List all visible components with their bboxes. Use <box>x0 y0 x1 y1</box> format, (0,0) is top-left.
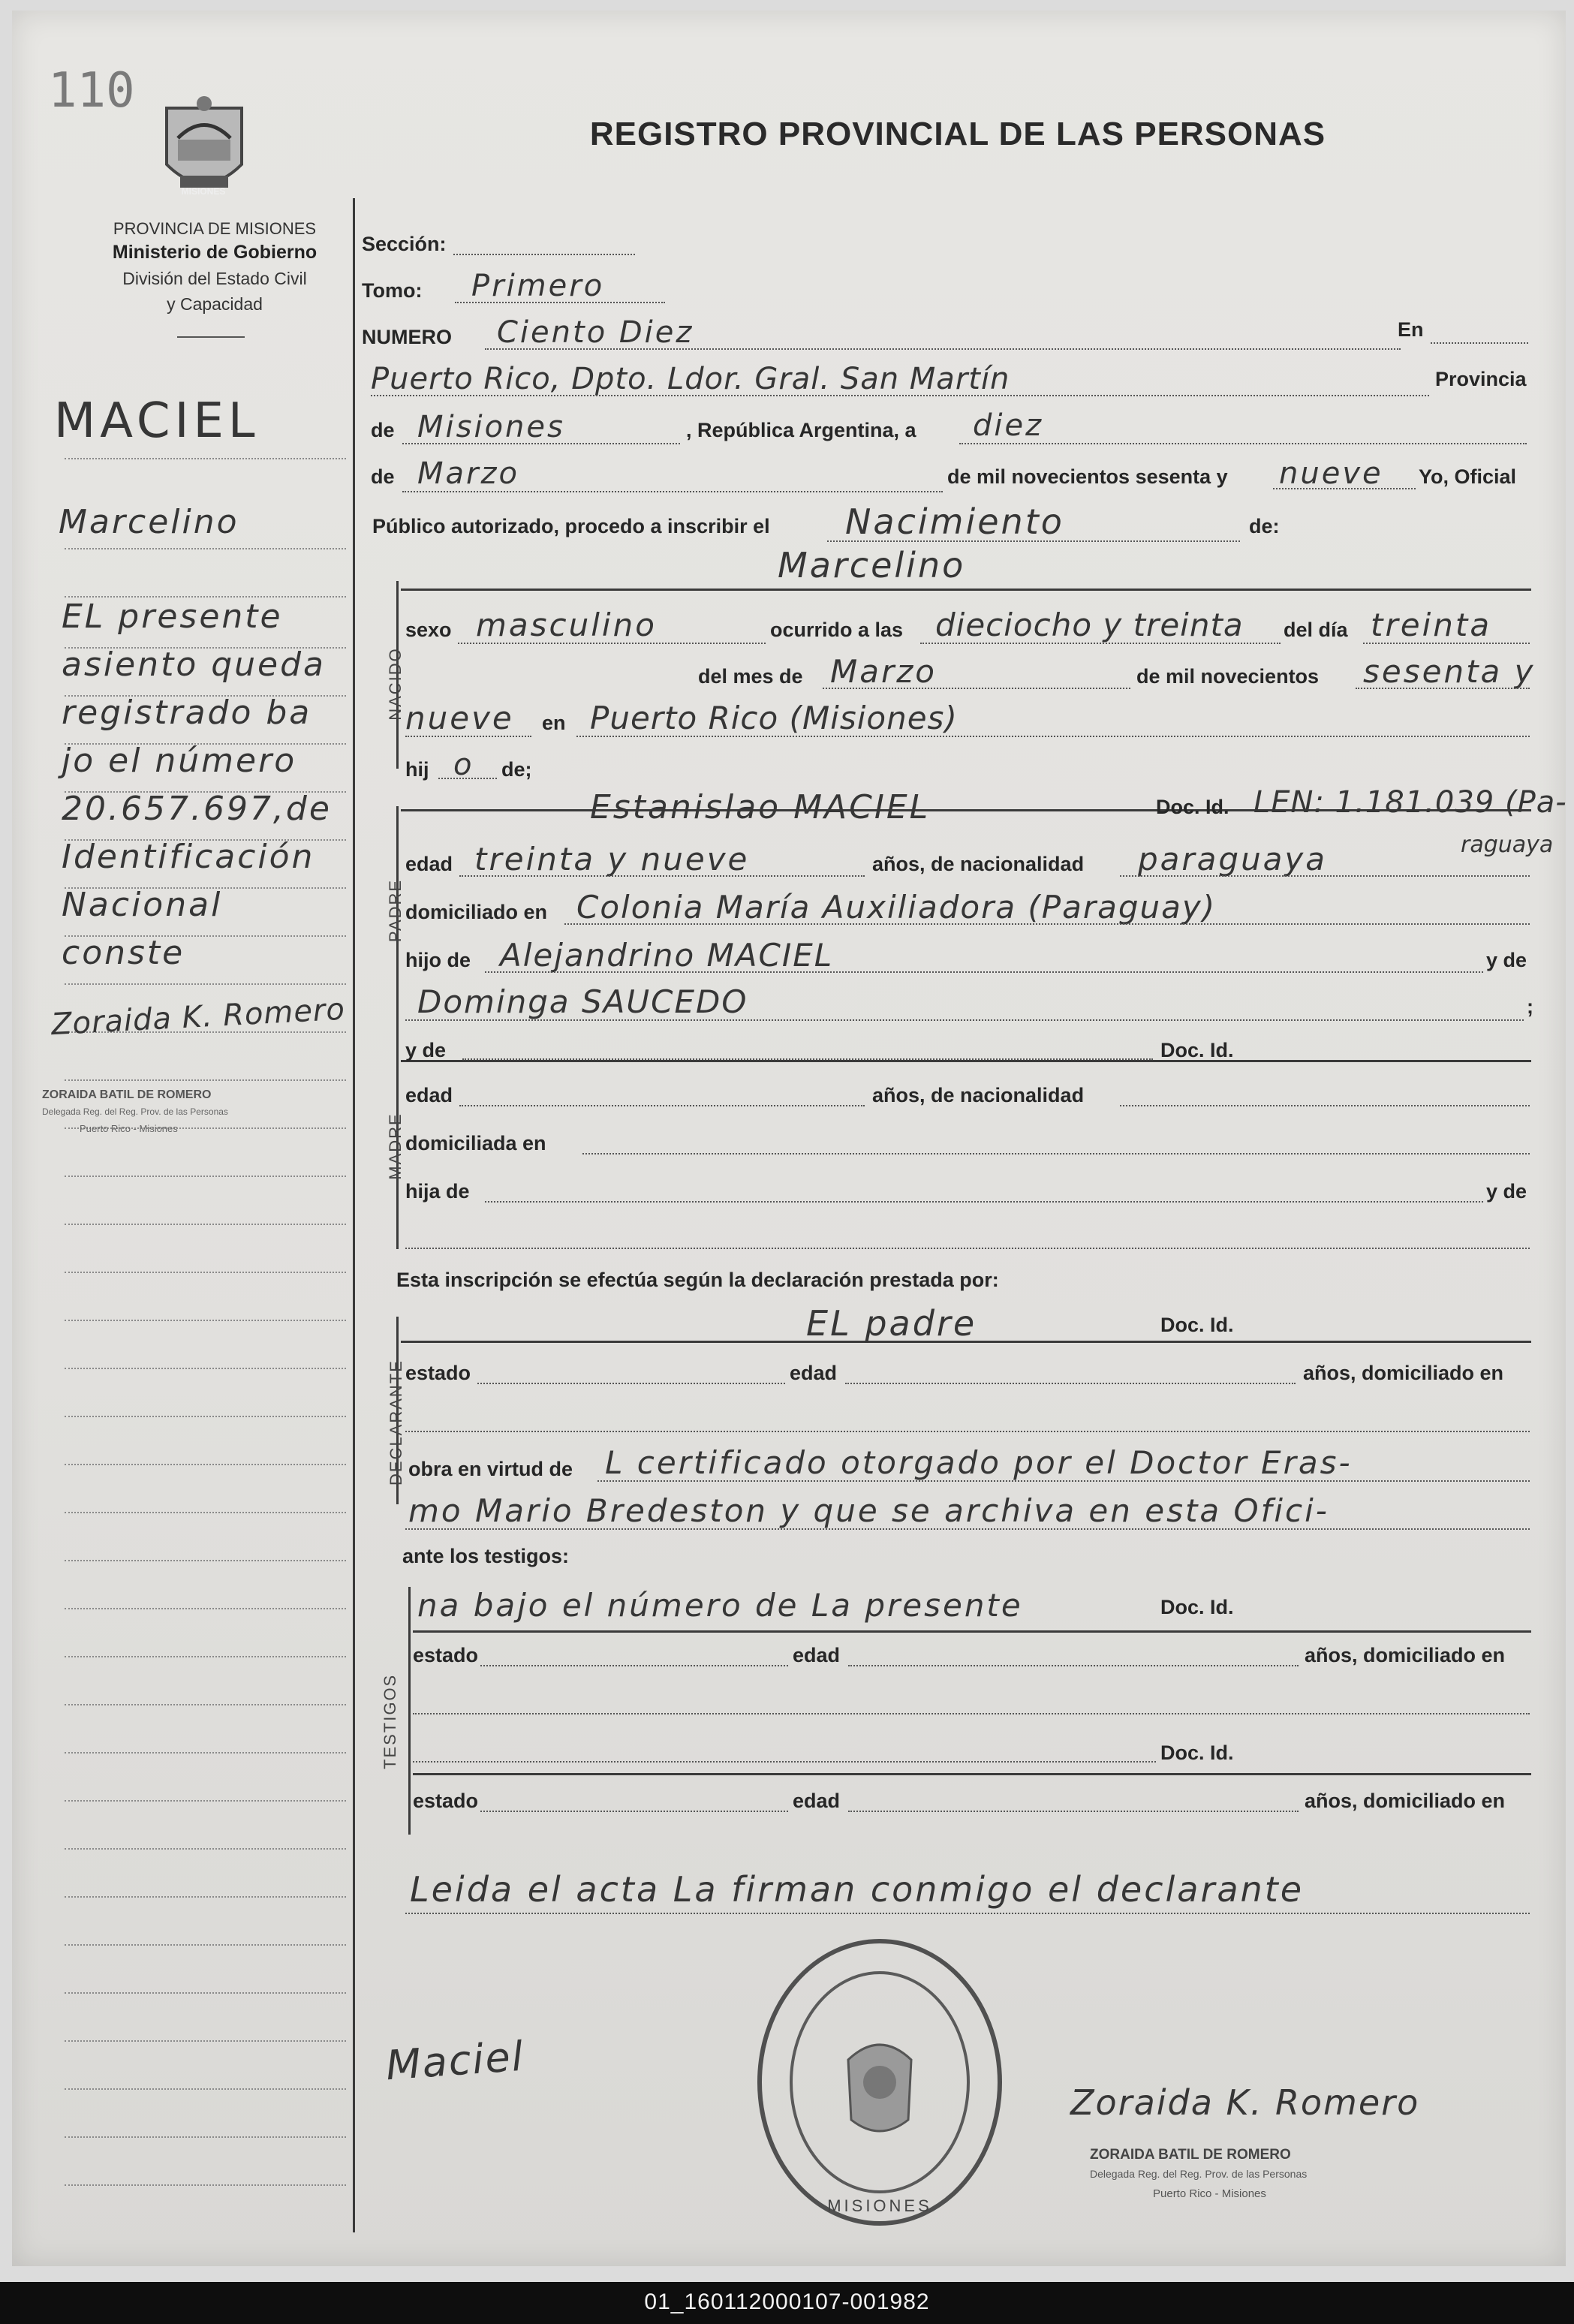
margin-surname: MACIEL <box>54 393 260 449</box>
father-address-value: Colonia María Auxiliadora (Paraguay) <box>576 889 1217 926</box>
t2-estado-label: estado <box>413 1790 479 1812</box>
father-nationality-value: paraguaya <box>1138 841 1328 878</box>
emblem-text: MISIONES <box>181 186 226 197</box>
provincia-label: Provincia <box>1435 368 1527 390</box>
year-text-label: de mil novecientos sesenta y <box>947 465 1228 488</box>
seccion-label: Sección: <box>362 233 447 255</box>
mil-label: de mil novecientos <box>1136 665 1320 688</box>
del-dia-label: del día <box>1284 619 1348 641</box>
obra-value-line-1: L certificado otorgado por el Doctor Eras- <box>605 1444 1353 1481</box>
register-sheet <box>12 11 1566 2266</box>
margin-note-line: jo el número <box>62 742 297 780</box>
margin-signature: Zoraida K. Romero <box>50 992 346 1043</box>
margin-stamp-name: ZORAIDA BATIL DE ROMERO <box>42 1088 212 1101</box>
page-title: REGISTRO PROVINCIAL DE LAS PERSONAS <box>589 116 1326 152</box>
ante-label: ante los testigos: <box>402 1545 570 1567</box>
hija-de-label: hija de <box>405 1180 470 1203</box>
madre-edad-label: edad <box>405 1084 453 1106</box>
month-value: Marzo <box>417 456 519 491</box>
y-de-label: y de <box>1486 949 1527 971</box>
father-name: Estanislao MACIEL <box>590 788 931 826</box>
decl-domicilio-label: años, domiciliado en <box>1303 1362 1504 1384</box>
dia-value: treinta <box>1371 607 1492 643</box>
t1-estado-label: estado <box>413 1644 479 1666</box>
official-signature: Zoraida K. Romero <box>1070 2082 1420 2123</box>
father-doc-value: LEN: 1.181.039 (Pa- <box>1253 785 1567 820</box>
numero-value: Ciento Diez <box>497 315 694 350</box>
en-label: En <box>1398 318 1424 341</box>
section-nacido-label: NACIDO <box>386 647 405 721</box>
act-value: Nacimiento <box>845 501 1064 542</box>
org-division: División del Estado Civil <box>122 269 307 288</box>
official-stamp-role: Delegada Reg. del Reg. Prov. de las Personas <box>1090 2168 1308 2180</box>
t2-doc-label: Doc. Id. <box>1160 1741 1234 1764</box>
hijo-de-label: hijo de <box>405 949 471 971</box>
inscripcion-label: Esta inscripción se efectúa según la declaración prestada por: <box>396 1269 999 1291</box>
grandmother-value: Dominga SAUCEDO <box>417 983 748 1020</box>
grandfather-value: Alejandrino MACIEL <box>500 937 834 974</box>
org-ministry: Ministerio de Gobierno <box>112 242 318 263</box>
publico-label: Público autorizado, procedo a inscribir el <box>372 515 770 537</box>
child-name: Marcelino <box>778 545 966 586</box>
org-capacity: y Capacidad <box>167 294 263 314</box>
oficial-label: Yo, Oficial <box>1419 465 1517 488</box>
numero-label: NUMERO <box>362 326 452 348</box>
org-province: PROVINCIA DE MISIONES <box>113 219 317 238</box>
decl-estado-label: estado <box>405 1362 471 1384</box>
year-value-2: sesenta y <box>1363 653 1536 690</box>
margin-stamp-role: Delegada Reg. del Reg. Prov. de las Personas <box>42 1106 228 1117</box>
t2-edad-label: edad <box>793 1790 841 1812</box>
del-mes-label: del mes de <box>698 665 803 688</box>
margin-note-line: 20.657.697,de <box>62 790 332 828</box>
margin-note-line: Nacional <box>62 886 223 924</box>
t1-domicilio-label: años, domiciliado en <box>1305 1644 1506 1666</box>
t1-edad-label: edad <box>793 1644 841 1666</box>
lugar-value: Puerto Rico (Misiones) <box>590 700 958 736</box>
ocurrido-label: ocurrido a las <box>770 619 904 641</box>
father-age-value: treinta y nueve <box>474 841 750 878</box>
seal-bottom-text: MISIONES <box>827 2196 932 2215</box>
margin-note-line: EL presente <box>62 598 283 636</box>
obra-value-line-2: mo Mario Bredeston y que se archiva en esta Ofici- <box>408 1492 1329 1529</box>
year-value: nueve <box>1279 456 1383 491</box>
file-id-label: 01_160112000107-001982 <box>644 2289 930 2314</box>
father-domicilio-label: domiciliado en <box>405 901 548 923</box>
de-label: de <box>371 419 395 441</box>
sexo-label: sexo <box>405 619 452 641</box>
margin-given-name: Marcelino <box>59 503 239 541</box>
section-padre-label: PADRE <box>386 878 405 943</box>
margin-note-line: conste <box>62 934 185 972</box>
hij-value: o <box>453 748 474 782</box>
father-nationality-label: años, de nacionalidad <box>872 853 1085 875</box>
father-doc-value-cont: raguaya <box>1461 832 1554 858</box>
tomo-label: Tomo: <box>362 279 423 302</box>
section-declarante-label: DECLARANTE <box>387 1359 405 1486</box>
section-madre-label: MADRE <box>386 1112 405 1180</box>
official-stamp-place: Puerto Rico - Misiones <box>1153 2187 1266 2200</box>
year-value-3: nueve <box>405 700 514 736</box>
page-number: 110 <box>48 63 135 119</box>
tomo-value: Primero <box>471 269 605 303</box>
obra-label: obra en virtud de <box>408 1458 573 1480</box>
margin-note-line: registrado ba <box>62 694 312 732</box>
de-label-2: de <box>371 465 395 488</box>
t2-domicilio-label: años, domiciliado en <box>1305 1790 1506 1812</box>
hora-value: dieciocho y treinta <box>935 607 1244 643</box>
madre-y-de-label-2: y de <box>1486 1180 1527 1203</box>
en2-label: en <box>542 712 566 734</box>
day-value: diez <box>973 408 1044 443</box>
declarant-signature: Maciel <box>384 2032 526 2090</box>
testigo1-value: na bajo el número de La presente <box>417 1587 1023 1624</box>
father-doc-label: Doc. Id. <box>1156 796 1229 818</box>
org-divider <box>177 336 245 338</box>
hij-label: hij <box>405 758 429 781</box>
closing-text: Leida el acta La firman conmigo el declarante <box>410 1869 1305 1910</box>
section-testigos-label: TESTIGOS <box>381 1673 399 1769</box>
place-value: Puerto Rico, Dpto. Ldor. Gral. San Martín <box>371 362 1010 396</box>
decl-doc-label: Doc. Id. <box>1160 1314 1234 1336</box>
father-edad-label: edad <box>405 853 453 875</box>
madre-y-de-label: y de <box>405 1039 447 1061</box>
official-seal-icon <box>751 1932 1009 2232</box>
de2-label: de; <box>501 758 532 781</box>
decl-edad-label: edad <box>790 1362 838 1384</box>
official-stamp-name: ZORAIDA BATIL DE ROMERO <box>1090 2147 1291 2163</box>
madre-domicilio-label: domiciliada en <box>405 1132 546 1154</box>
sexo-value: masculino <box>476 607 657 643</box>
t1-doc-label: Doc. Id. <box>1160 1596 1234 1618</box>
mes-value: Marzo <box>830 653 937 690</box>
margin-note-line: Identificación <box>62 838 315 876</box>
margin-stamp-place: Puerto Rico - Misiones <box>80 1123 178 1134</box>
margin-note-line: asiento queda <box>62 646 327 684</box>
margin-divider <box>353 198 355 2232</box>
madre-nationality-label: años, de nacionalidad <box>872 1084 1085 1106</box>
madre-doc-label: Doc. Id. <box>1160 1039 1234 1061</box>
de-colon-label: de: <box>1249 515 1280 537</box>
republica-label: , República Argentina, a <box>686 419 916 441</box>
province-value: Misiones <box>417 410 565 444</box>
declarante-value: EL padre <box>806 1303 977 1344</box>
semicolon: ; <box>1527 995 1533 1018</box>
